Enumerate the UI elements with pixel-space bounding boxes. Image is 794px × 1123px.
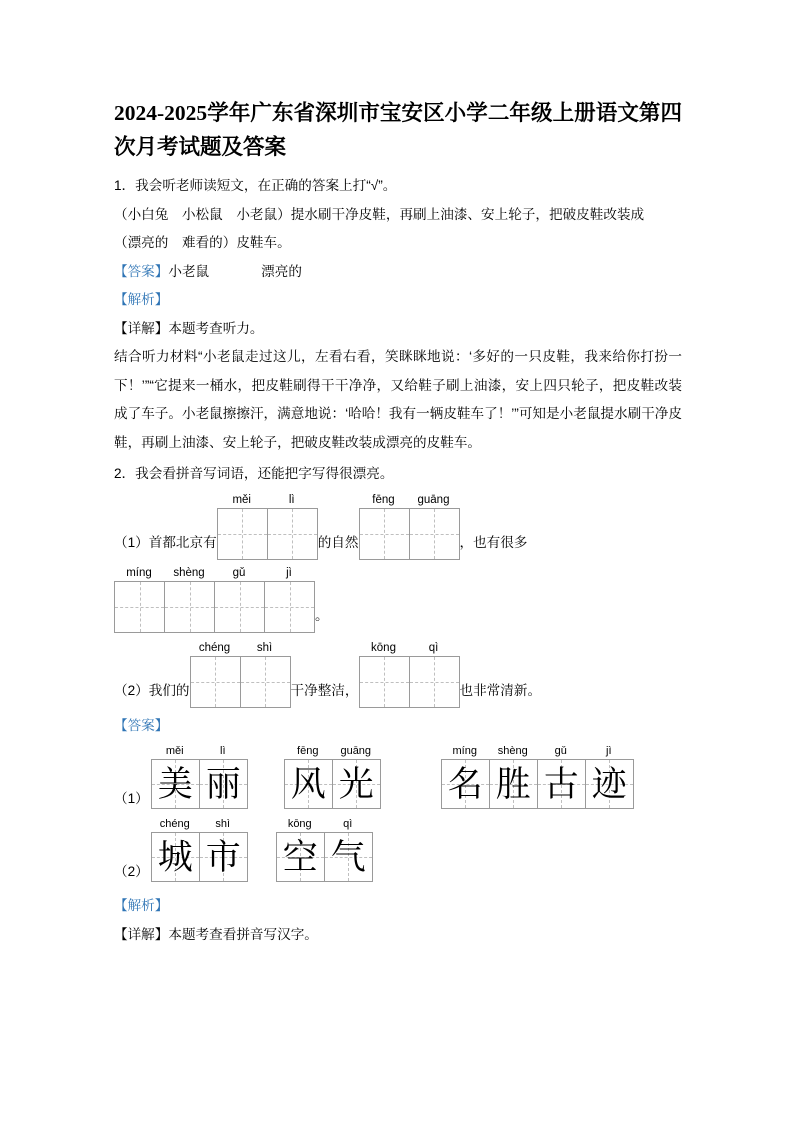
question-2-analysis-line xyxy=(114,892,682,921)
grid-boxes xyxy=(151,832,248,882)
question-1-detail-intro-text: 本题考查听力。 xyxy=(168,320,264,336)
pinyin-syllable: shì xyxy=(256,641,273,654)
analysis-label: 【解析】 xyxy=(114,292,169,307)
grid-cell-char: 古 xyxy=(543,764,579,804)
grid-boxes xyxy=(359,656,460,708)
pinyin-syllable: guāng xyxy=(417,493,450,506)
answer-grid-meili xyxy=(151,744,248,809)
question-2-item-1-line-1 xyxy=(114,493,682,560)
grid-cell-char: 美 xyxy=(157,764,193,804)
question-2-detail-intro xyxy=(114,921,682,950)
grid-cell-char: 丽 xyxy=(205,764,241,804)
question-2-detail-intro-text: 本题考查看拼音写汉字。 xyxy=(168,926,318,942)
pinyin-row xyxy=(151,817,248,832)
grid-cell-char: 城 xyxy=(157,837,193,877)
grid-boxes xyxy=(276,832,373,882)
grid-cell[interactable] xyxy=(360,509,410,559)
pinyin-syllable: jì xyxy=(286,566,292,579)
grid-cell-char: 风 xyxy=(290,764,326,804)
grid-cell xyxy=(333,760,381,808)
grid-cell-char: 迹 xyxy=(591,764,627,804)
answer-grid-mingshengguji xyxy=(441,744,634,809)
grid-boxes xyxy=(217,508,318,560)
pinyin-syllable: jì xyxy=(606,745,612,757)
grid-cell-char xyxy=(410,509,459,559)
pinyin-syllable: qì xyxy=(428,641,439,654)
question-1-detail-intro xyxy=(114,315,682,344)
answer-row-2-marker: （2） xyxy=(114,864,149,879)
grid-cell-char xyxy=(241,657,290,707)
grid-cell-char xyxy=(165,582,214,632)
grid-cell xyxy=(285,760,333,808)
pinyin-syllable: shì xyxy=(215,818,231,830)
grid-cell-char: 空 xyxy=(282,837,318,877)
grid-cell xyxy=(200,833,248,881)
grid-cell-char: 名 xyxy=(447,764,483,804)
pinyin-row xyxy=(441,744,634,759)
pinyin-row xyxy=(359,641,460,656)
pinyin-syllable: qì xyxy=(343,818,353,830)
page-title: 2024-2025学年广东省深圳市宝安区小学二年级上册语文第四次月考试题及答案 xyxy=(114,101,682,159)
pinyin-row xyxy=(190,641,291,656)
question-2-item-1-text-end: 。 xyxy=(315,608,329,623)
grid-boxes xyxy=(190,656,291,708)
pinyin-syllable: lì xyxy=(220,745,226,757)
pinyin-syllable: míng xyxy=(126,566,152,579)
grid-cell[interactable] xyxy=(115,582,165,632)
question-2-item-1-text-after: ，也有很多 xyxy=(459,535,528,550)
grid-cell-char xyxy=(115,582,164,632)
grid-boxes xyxy=(441,759,634,809)
grid-cell[interactable] xyxy=(165,582,215,632)
question-2-item-1-line-2 xyxy=(114,566,682,633)
grid-cell xyxy=(442,760,490,808)
grid-cell xyxy=(490,760,538,808)
grid-cell-char xyxy=(265,582,314,632)
grid-boxes xyxy=(359,508,460,560)
pinyin-syllable: lì xyxy=(288,493,295,506)
grid-cell-char xyxy=(191,657,240,707)
question-2-item-2-text-after: 也非常清新。 xyxy=(459,683,542,698)
pinyin-row xyxy=(284,744,381,759)
question-2-item-2-marker: （2） xyxy=(114,683,149,698)
question-2-item-2-text-before: 我们的 xyxy=(148,683,190,698)
pinyin-grid-fengguang[interactable] xyxy=(359,493,460,560)
grid-cell-char xyxy=(268,509,317,559)
question-1-answer-line xyxy=(114,258,682,287)
pinyin-row xyxy=(276,817,373,832)
grid-cell xyxy=(538,760,586,808)
grid-cell[interactable] xyxy=(410,657,460,707)
answer-label: 【答案】 xyxy=(114,717,169,733)
question-1-analysis-line xyxy=(114,286,682,315)
grid-cell xyxy=(325,833,373,881)
pinyin-row xyxy=(217,493,318,508)
grid-cell[interactable] xyxy=(218,509,268,559)
pinyin-syllable: míng xyxy=(452,745,477,757)
pinyin-syllable: chéng xyxy=(159,818,190,830)
question-1-stem: 1．我会听老师读短文，在正确的答案上打“√”。 xyxy=(114,178,397,193)
question-2-item-2-text-middle: 干净整洁， xyxy=(290,683,359,698)
answer-row-1-marker: （1） xyxy=(114,791,149,806)
grid-cell xyxy=(200,760,248,808)
grid-cell-char: 气 xyxy=(330,837,366,877)
grid-cell[interactable] xyxy=(191,657,241,707)
pinyin-row xyxy=(359,493,460,508)
pinyin-syllable: fēng xyxy=(297,745,319,757)
pinyin-grid-kongqi[interactable] xyxy=(359,641,460,708)
grid-cell[interactable] xyxy=(410,509,460,559)
question-2-answer-label-line xyxy=(114,712,682,741)
question-2-item-2-line xyxy=(114,641,682,708)
pinyin-syllable: gǔ xyxy=(554,745,567,757)
pinyin-syllable: měi xyxy=(232,493,251,506)
question-2-answer-row-1 xyxy=(114,744,682,809)
grid-cell[interactable] xyxy=(265,582,315,632)
grid-cell xyxy=(152,760,200,808)
question-1-answer-2: 漂亮的 xyxy=(261,263,302,279)
grid-cell-char xyxy=(360,509,409,559)
pinyin-syllable: fēng xyxy=(372,493,395,506)
detail-label: 【详解】 xyxy=(114,320,169,336)
grid-cell[interactable] xyxy=(215,582,265,632)
question-2-stem: 2．我会看拼音写词语，还能把字写得很漂亮。 xyxy=(114,466,394,481)
pinyin-syllable: gǔ xyxy=(232,566,246,579)
grid-cell xyxy=(277,833,325,881)
question-2-item-1-marker: （1） xyxy=(114,535,149,550)
question-2-item-1-text-middle: 的自然 xyxy=(317,535,359,550)
answer-grid-kongqi xyxy=(276,817,373,882)
grid-cell-char xyxy=(410,657,459,707)
question-2-answer-row-2 xyxy=(114,817,682,882)
question-1-detail-body: 结合听力材料“小老鼠走过这儿，左看右看，笑眯眯地说：‘多好的一只皮鞋，我来给你打扮一下！’”“它提来一桶水，把皮鞋刷得干干净净，又给鞋子刷上油漆，安上四只轮子，把皮鞋改装成了车子。小老鼠擦擦汗，满意地说：‘哈哈！我有一辆皮鞋车了！’”可知是小老鼠提水刷干净皮鞋，再刷上油漆、安上轮子，把破皮鞋改装成漂亮的皮鞋车。 xyxy=(114,349,682,450)
question-1-passage-line-1: （小白兔 小松鼠 小老鼠）提水刷干净皮鞋，再刷上油漆、安上轮子，把破皮鞋改装成 xyxy=(114,206,645,222)
analysis-label: 【解析】 xyxy=(114,898,169,913)
pinyin-syllable: chéng xyxy=(198,641,231,654)
pinyin-syllable: měi xyxy=(165,745,184,757)
grid-cell-char: 市 xyxy=(205,837,241,877)
grid-cell-char xyxy=(218,509,267,559)
answer-grid-fengguang xyxy=(284,744,381,809)
document-content xyxy=(114,96,682,949)
pinyin-syllable: guāng xyxy=(340,745,372,757)
grid-cell[interactable] xyxy=(268,509,318,559)
pinyin-grid-chengshi[interactable] xyxy=(190,641,291,708)
pinyin-row xyxy=(114,566,315,581)
pinyin-syllable: kōng xyxy=(371,641,396,654)
detail-label: 【详解】 xyxy=(114,926,169,942)
pinyin-grid-meili[interactable] xyxy=(217,493,318,560)
pinyin-grid-mingshengguji[interactable] xyxy=(114,566,315,633)
pinyin-syllable: shèng xyxy=(497,745,528,757)
question-1-answer-1: 小老鼠 xyxy=(168,263,210,279)
grid-cell[interactable] xyxy=(241,657,291,707)
grid-boxes xyxy=(151,759,248,809)
grid-cell-char xyxy=(360,657,409,707)
grid-boxes xyxy=(114,581,315,633)
pinyin-syllable: kōng xyxy=(287,818,312,830)
grid-boxes xyxy=(284,759,381,809)
pinyin-row xyxy=(151,744,248,759)
answer-grid-chengshi xyxy=(151,817,248,882)
grid-cell xyxy=(586,760,634,808)
question-1-passage-line-2: （漂亮的 难看的）皮鞋车。 xyxy=(114,235,291,250)
grid-cell-char: 光 xyxy=(338,764,374,804)
grid-cell xyxy=(152,833,200,881)
pinyin-syllable: shèng xyxy=(173,566,205,579)
answer-label: 【答案】 xyxy=(114,263,169,279)
grid-cell[interactable] xyxy=(360,657,410,707)
question-2-item-1-text-before: 首都北京有 xyxy=(148,535,217,550)
grid-cell-char xyxy=(215,582,264,632)
grid-cell-char: 胜 xyxy=(495,764,531,804)
